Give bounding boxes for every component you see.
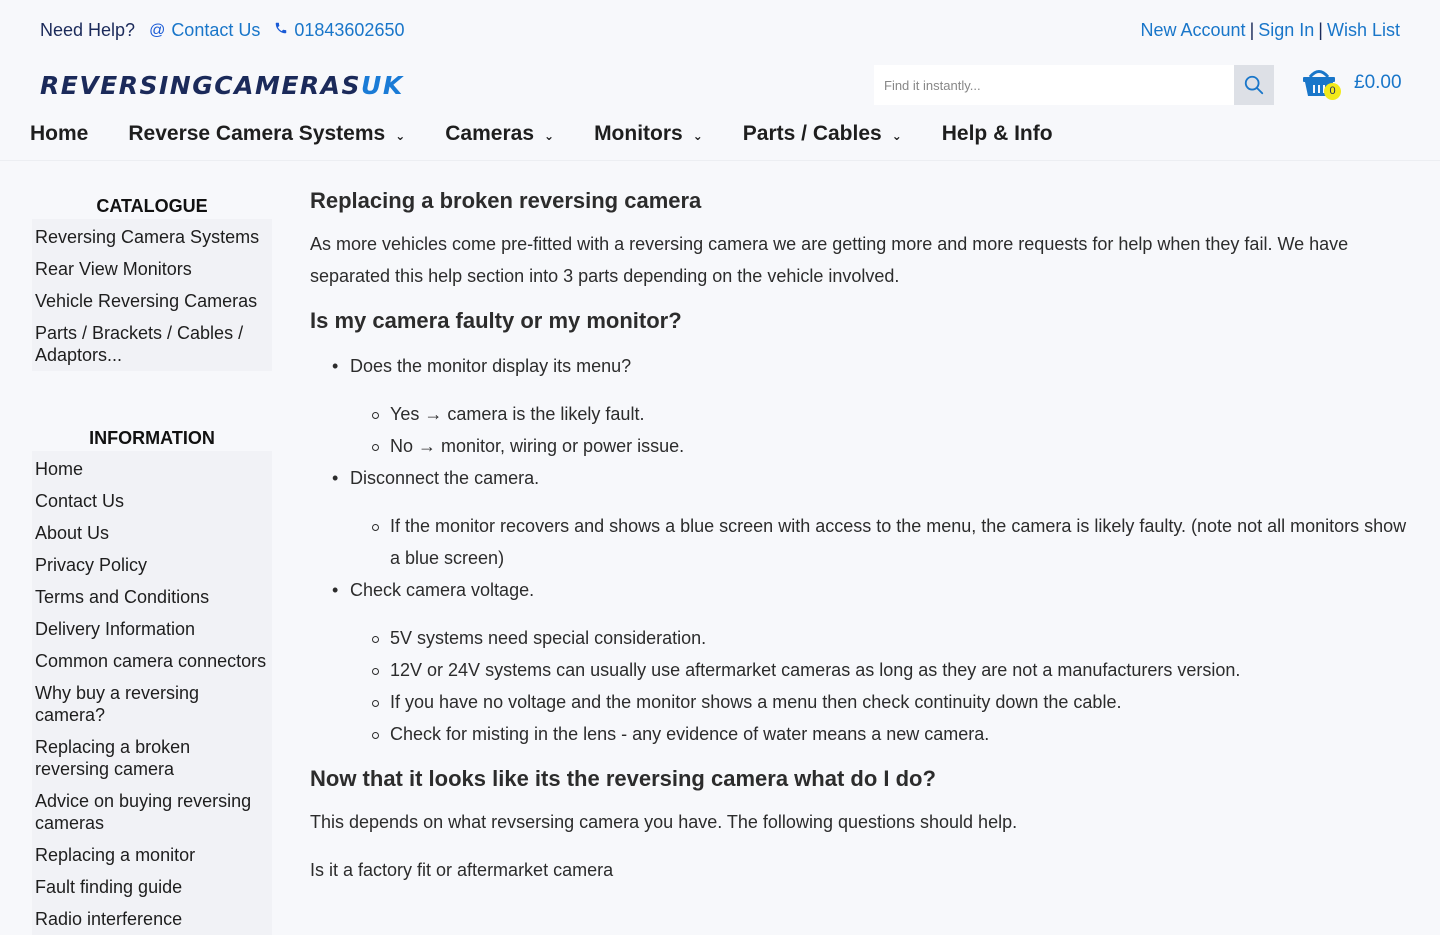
- nav-label: Reverse Camera Systems: [128, 122, 386, 145]
- nav-label: Home: [30, 122, 89, 145]
- info-link[interactable]: Delivery Information: [35, 619, 196, 639]
- catalogue-heading: CATALOGUE: [96, 196, 208, 216]
- list-item: 5V systems need special consideration.: [310, 622, 1410, 654]
- nav-parts-cables[interactable]: [743, 122, 902, 146]
- page-title: Replacing a broken reversing camera: [310, 188, 702, 213]
- logo-text-cameras: CAMERAS: [214, 70, 362, 100]
- search-button[interactable]: [1234, 65, 1274, 105]
- info-link[interactable]: Replacing a monitor: [35, 845, 196, 865]
- cart[interactable]: [1302, 66, 1402, 100]
- section-heading: Now that it looks like its the reversing camera what do I do?: [310, 766, 936, 791]
- info-link[interactable]: Advice on buying reversing cameras: [35, 791, 252, 833]
- list-item: If you have no voltage and the monitor shows a menu then check continuity down the cable.: [310, 686, 1410, 718]
- information-heading: INFORMATION: [89, 428, 215, 448]
- basket-icon: [1302, 66, 1336, 100]
- info-link[interactable]: Radio interference: [35, 909, 183, 929]
- main-nav: [30, 118, 1093, 150]
- separator: |: [1249, 20, 1255, 40]
- catalogue-link[interactable]: Reversing Camera Systems: [35, 227, 260, 247]
- info-link[interactable]: Replacing a broken reversing camera: [35, 737, 191, 779]
- nav-label: Cameras: [445, 122, 534, 145]
- sign-in-link[interactable]: Sign In: [1258, 20, 1315, 40]
- separator: |: [1318, 20, 1323, 40]
- checklist: [310, 350, 1410, 750]
- need-help-label: Need Help?: [40, 20, 136, 40]
- list-item: Yes → camera is the likely fault.: [310, 398, 1410, 430]
- at-icon: @: [149, 21, 166, 39]
- phone-icon: [274, 21, 288, 40]
- info-link[interactable]: Common camera connectors: [35, 651, 267, 671]
- info-link[interactable]: Home: [35, 459, 84, 479]
- nav-cameras[interactable]: [445, 122, 554, 146]
- nav-label: Parts / Cables: [742, 122, 882, 145]
- list-item: • Check camera voltage.: [310, 574, 1410, 606]
- catalogue-link[interactable]: Rear View Monitors: [35, 259, 192, 279]
- list-item: • Disconnect the camera.: [310, 462, 1410, 494]
- help-links: [40, 20, 404, 41]
- article: [310, 188, 1410, 886]
- search-input[interactable]: [874, 65, 1234, 105]
- info-link[interactable]: About Us: [35, 523, 110, 543]
- list-item: • Does the monitor display its menu?: [310, 350, 1410, 382]
- info-link[interactable]: Fault finding guide: [35, 877, 183, 897]
- body-paragraph: Is it a factory fit or aftermarket camera: [310, 860, 614, 880]
- divider: [0, 160, 1440, 161]
- cart-count-badge: 0: [1324, 83, 1341, 100]
- catalogue-panel: [32, 193, 272, 371]
- intro-paragraph: As more vehicles come pre-fitted with a reversing camera we are getting more and more requests for help when they fail. We have separated this help section into 3 parts depending on the vehicle involved.: [310, 234, 1349, 286]
- info-link[interactable]: Why buy a reversing camera?: [35, 683, 200, 725]
- search-bar: [874, 65, 1274, 105]
- catalogue-list: [32, 219, 272, 371]
- nav-monitors[interactable]: [594, 122, 703, 146]
- info-link[interactable]: Terms and Conditions: [35, 587, 210, 607]
- top-bar: [0, 0, 1440, 62]
- list-item: If the monitor recovers and shows a blue screen with access to the menu, the camera is likely faulty. (note not all monitors show a blue screen): [310, 510, 1410, 574]
- nav-label: Help & Info: [941, 122, 1053, 145]
- catalogue-link[interactable]: Vehicle Reversing Cameras: [35, 291, 258, 311]
- nav-label: Monitors: [594, 122, 683, 145]
- chevron-down-icon: ⌄: [395, 129, 406, 143]
- new-account-link[interactable]: New Account: [1140, 20, 1246, 40]
- information-panel: [32, 425, 272, 935]
- nav-help-info[interactable]: [942, 122, 1053, 146]
- info-link[interactable]: Privacy Policy: [35, 555, 148, 575]
- info-link[interactable]: Contact Us: [35, 491, 125, 511]
- information-list: [32, 451, 272, 935]
- body-paragraph: This depends on what revsersing camera you have. The following questions should help.: [310, 812, 1018, 832]
- list-item: 12V or 24V systems can usually use aftermarket cameras as long as they are not a manufacturers version.: [310, 654, 1410, 686]
- nav-reverse-camera-systems[interactable]: [128, 122, 405, 146]
- site-logo[interactable]: [40, 70, 404, 100]
- wish-list-link[interactable]: Wish List: [1326, 20, 1400, 40]
- cart-total: £0.00: [1354, 72, 1402, 93]
- chevron-down-icon: ⌄: [692, 129, 703, 143]
- account-links: [1141, 20, 1401, 41]
- chevron-down-icon: ⌄: [544, 129, 555, 143]
- search-icon: [1243, 74, 1265, 96]
- logo-text-uk: UK: [361, 70, 404, 100]
- list-item: No → monitor, wiring or power issue.: [310, 430, 1410, 462]
- catalogue-link[interactable]: Parts / Brackets / Cables / Adaptors...: [35, 323, 244, 365]
- chevron-down-icon: ⌄: [891, 129, 902, 143]
- contact-us-link[interactable]: Contact Us: [171, 20, 261, 40]
- phone-link[interactable]: 01843602650: [294, 20, 405, 40]
- list-item: Check for misting in the lens - any evidence of water means a new camera.: [310, 718, 1410, 750]
- logo-text-reversing: REVERSING: [40, 70, 215, 100]
- nav-home[interactable]: [30, 122, 88, 146]
- section-heading: Is my camera faulty or my monitor?: [310, 308, 682, 333]
